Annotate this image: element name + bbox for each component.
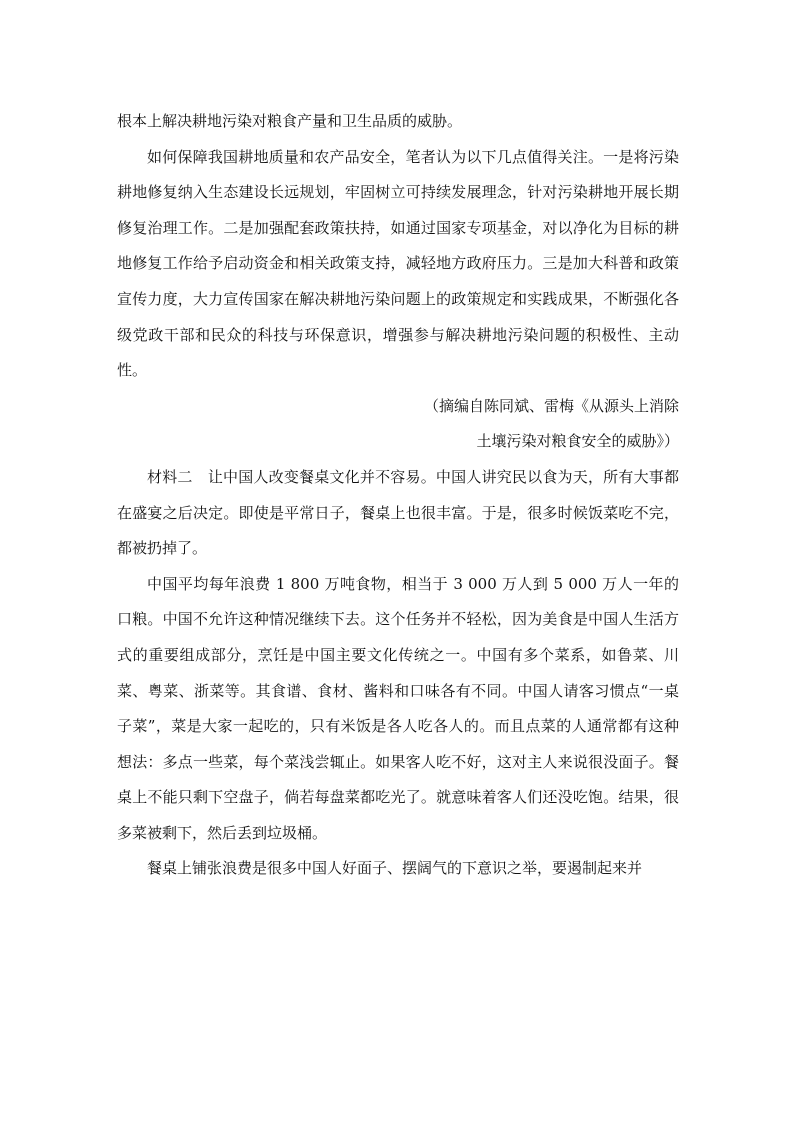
paragraph-food-waste: 中国平均每年浪费 1 800 万吨食物，相当于 3 000 万人到 5 000 万人一年的口粮。中国不允许这种情况继续下去。这个任务并不轻松，因为美食是中国人生活方式的重要组成部分，烹饪是中国主要文化传统之一。中国有多个菜系，如鲁菜、川菜、粤菜、浙菜等。其食谱、食材、酱料和口味各有不同。中国人请客习惯点“一桌子菜”，菜是大家一起吃的，只有米饭是各人吃各人的。而且点菜的人通常都有这种想法：多点一些菜，每个菜浅尝辄止。如果客人吃不好，这对主人来说很没面子。餐桌上不能只剩下空盘子，倘若每盘菜都吃光了。就意味着客人们还没吃饱。结果，很多菜被剩下，然后丢到垃圾桶。: [117, 574, 679, 842]
paragraph-continuation: 根本上解决耕地污染对粮食产量和卫生品质的威胁。: [117, 112, 463, 130]
source-citation-line-2: 土壤污染对粮食安全的威胁》）: [476, 432, 679, 451]
document-page: [117, 104, 679, 887]
source-citation-line-1: （摘编自陈同斌、雷梅《从源头上消除: [423, 396, 679, 415]
paragraph-table-extravagance: 餐桌上铺张浪费是很多中国人好面子、摆阔气的下意识之举，要遏制起来并: [147, 859, 643, 878]
paragraph-material-two: 材料二 让中国人改变餐桌文化并不容易。中国人讲究民以食为天，所有大事都在盛宴之后决定。即使是平常日子，餐桌上也很丰富。于是，很多时候饭菜吃不完，都被扔掉了。: [117, 467, 679, 558]
paragraph-farmland-protection: 如何保障我国耕地质量和农产品安全，笔者认为以下几点值得关注。一是将污染耕地修复纳入生态建设长远规划，牢固树立可持续发展理念，针对污染耕地开展长期修复治理工作。二是加强配套政策扶持，如通过国家专项基金，对以净化为目标的耕地修复工作给予启动资金和相关政策支持，减轻地方政府压力。三是加大科普和政策宣传力度，大力宣传国家在解决耕地污染问题上的政策规定和实践成果，不断强化各级党政干部和民众的科技与环保意识，增强参与解决耕地污染问题的积极性、主动性。: [117, 147, 679, 380]
